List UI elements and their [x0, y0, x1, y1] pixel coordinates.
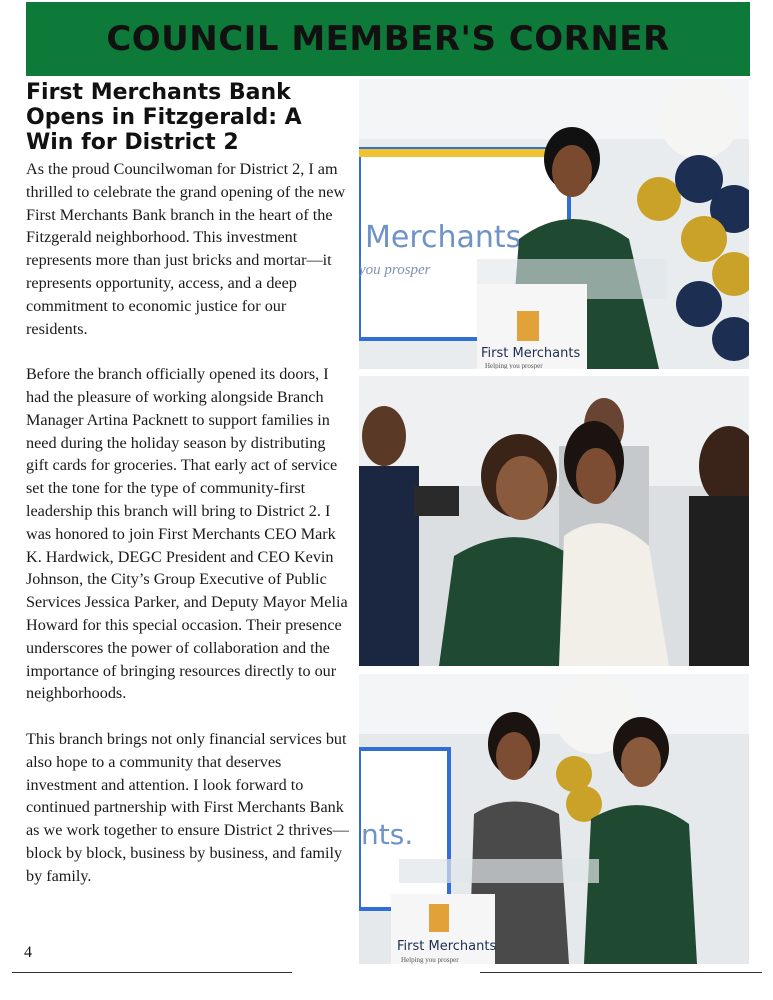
article-paragraph: As the proud Councilwoman for District 2, I am thrilled to celebrate the grand opening of the new First Merchants Bank branch in the heart of the Fitzgerald neighborhood. This investment represents more than just bricks and mortar—it represents opportunity, access, and a deep commitment to economic justice for our residents.	[26, 160, 346, 338]
podium-tagline: Helping you prosper	[485, 362, 543, 369]
footer-rule-right	[480, 972, 762, 973]
screen-tagline: you prosper	[359, 262, 431, 278]
section-banner	[26, 2, 750, 76]
banner-title: COUNCIL MEMBER'S CORNER	[106, 19, 670, 59]
podium-brand: First Merchants	[481, 346, 581, 361]
screen-text: Merchants	[365, 220, 522, 255]
screen-text: nts.	[361, 818, 414, 851]
article-headline: First Merchants Bank Opens in Fitzgerald: A Win for District 2	[26, 80, 302, 155]
photo-two-women-podium	[359, 674, 749, 964]
article-body	[26, 158, 351, 910]
podium-brand: First Merchants	[397, 939, 497, 954]
footer-rule-left	[12, 972, 292, 973]
photo-audience	[359, 376, 749, 666]
page-number: 4	[24, 944, 32, 961]
article-paragraph: Before the branch officially opened its doors, I had the pleasure of working alongside Branch Manager Artina Packnett to support families in need during the holiday season by distributing gift cards for groceries. That early act of service set the tone for the type of community-first leadership this branch will bring to District 2. I was honored to join First Merchants CEO Mark K. Hardwick, DEGC President and CEO Kevin Johnson, the City’s Group Executive of Public Services Jessica Parker, and Deputy Mayor Melia Howard for this special occasion. Their presence underscores the power of collaboration and the importance of bringing resources directly to our neighborhoods.	[26, 365, 348, 703]
photo-speaker-podium	[359, 79, 749, 369]
article-paragraph: This branch brings not only financial services but also hope to a community that deserves investment and attention. I look forward to continued partnership with First Merchants Bank as we work together to ensure District 2 thrives—block by block, business by business, and family by family.	[26, 729, 349, 885]
podium-tagline: Helping you prosper	[401, 956, 459, 964]
